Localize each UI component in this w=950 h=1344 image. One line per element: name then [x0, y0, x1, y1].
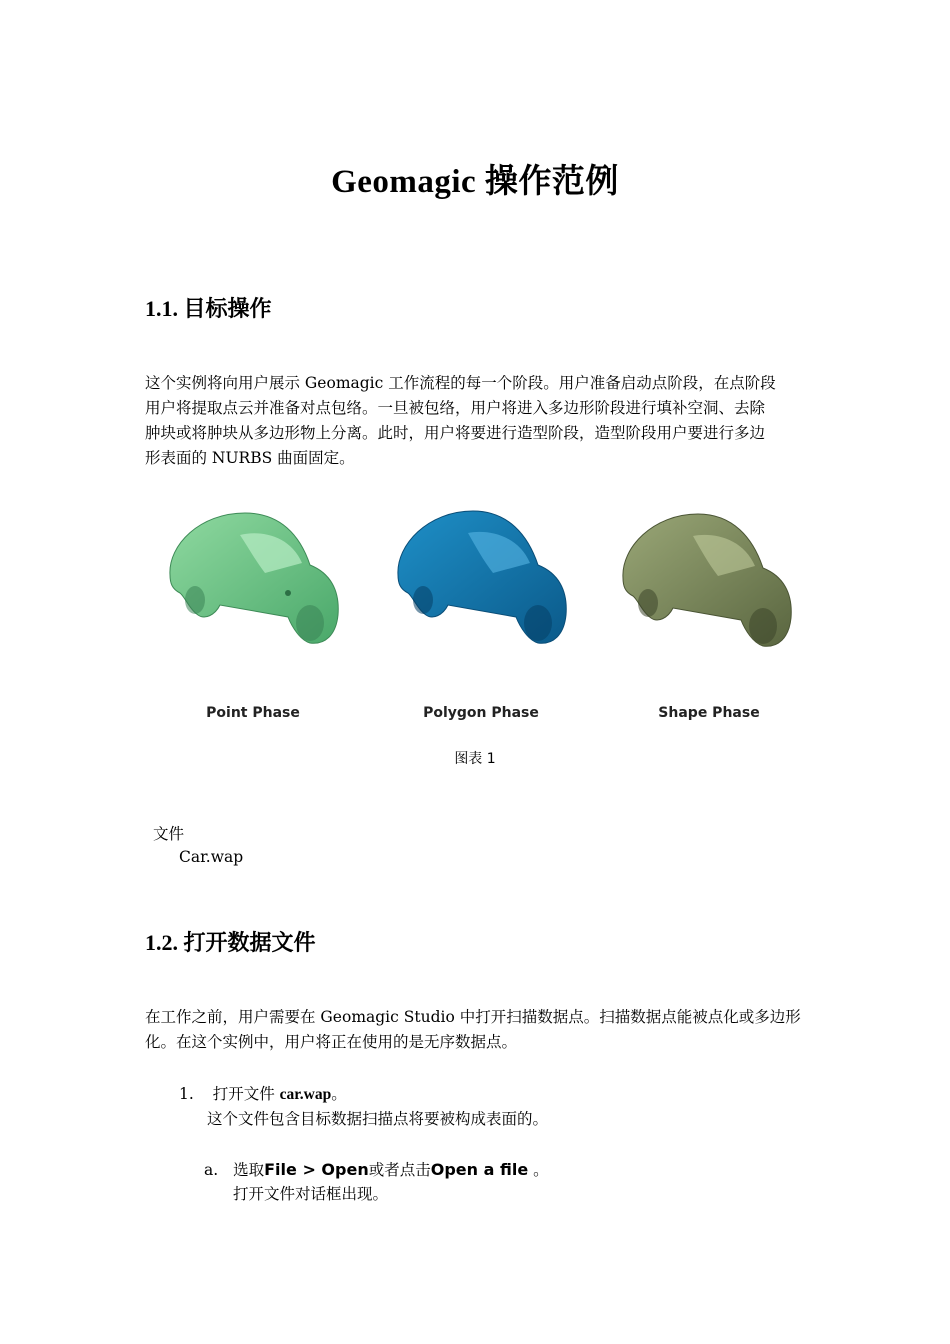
step-letter: a.	[204, 1161, 219, 1179]
figure-label-point-phase: Point Phase	[206, 705, 300, 721]
step-1-description: 这个文件包含目标数据扫描点将要被构成表面的。	[207, 1110, 549, 1128]
car-image-point-phase	[160, 505, 345, 650]
step-text: 选取	[233, 1161, 265, 1179]
paragraph-line: 用户将提取点云并准备对点包络。一旦被包络，用户将进入多边形阶段进行填补空洞、去除	[145, 399, 766, 417]
figure-caption: 图表 1	[454, 751, 496, 767]
page-title: Geomagic 操作范例	[331, 164, 619, 200]
section2-paragraph	[145, 1005, 815, 1055]
step-a	[204, 1157, 549, 1183]
file-label: 文件	[153, 825, 185, 843]
paragraph-line: 这个实例将向用户展示 Geomagic 工作流程的每一个阶段。用户准备启动点阶段，在点阶段	[145, 374, 776, 392]
menu-path-file-open: File > Open	[264, 1160, 369, 1179]
step-text: 或者点击	[368, 1161, 431, 1179]
section-heading-target: 1.1. 目标操作	[145, 296, 272, 321]
section-heading-open-file: 1.2. 打开数据文件	[145, 930, 316, 955]
step-filename: car.wap	[279, 1086, 332, 1103]
step-suffix: 。	[331, 1085, 347, 1103]
paragraph-line: 化。在这个实例中，用户将正在使用的是无序数据点。	[145, 1033, 518, 1051]
section1-paragraph	[145, 371, 815, 471]
open-a-file-button-label: Open a file	[430, 1160, 529, 1179]
car-image-polygon-phase	[388, 505, 573, 650]
file-name: Car.wap	[179, 848, 244, 866]
paragraph-line: 肿块或将肿块从多边形物上分离。此时，用户将要进行造型阶段，造型阶段用户要进行多边	[145, 424, 766, 442]
step-a-description: 打开文件对话框出现。	[233, 1185, 389, 1203]
step-1	[179, 1082, 347, 1107]
step-text: 。	[528, 1161, 549, 1179]
step-number: 1.	[179, 1085, 194, 1103]
figure-label-shape-phase: Shape Phase	[658, 705, 760, 721]
step-text: 打开文件	[212, 1085, 280, 1103]
paragraph-line: 在工作之前，用户需要在 Geomagic Studio 中打开扫描数据点。扫描数据点能被点化或多边形	[145, 1008, 801, 1026]
paragraph-line: 形表面的 NURBS 曲面固定。	[145, 449, 355, 467]
figure-label-polygon-phase: Polygon Phase	[423, 705, 539, 721]
car-image-shape-phase	[613, 508, 798, 653]
